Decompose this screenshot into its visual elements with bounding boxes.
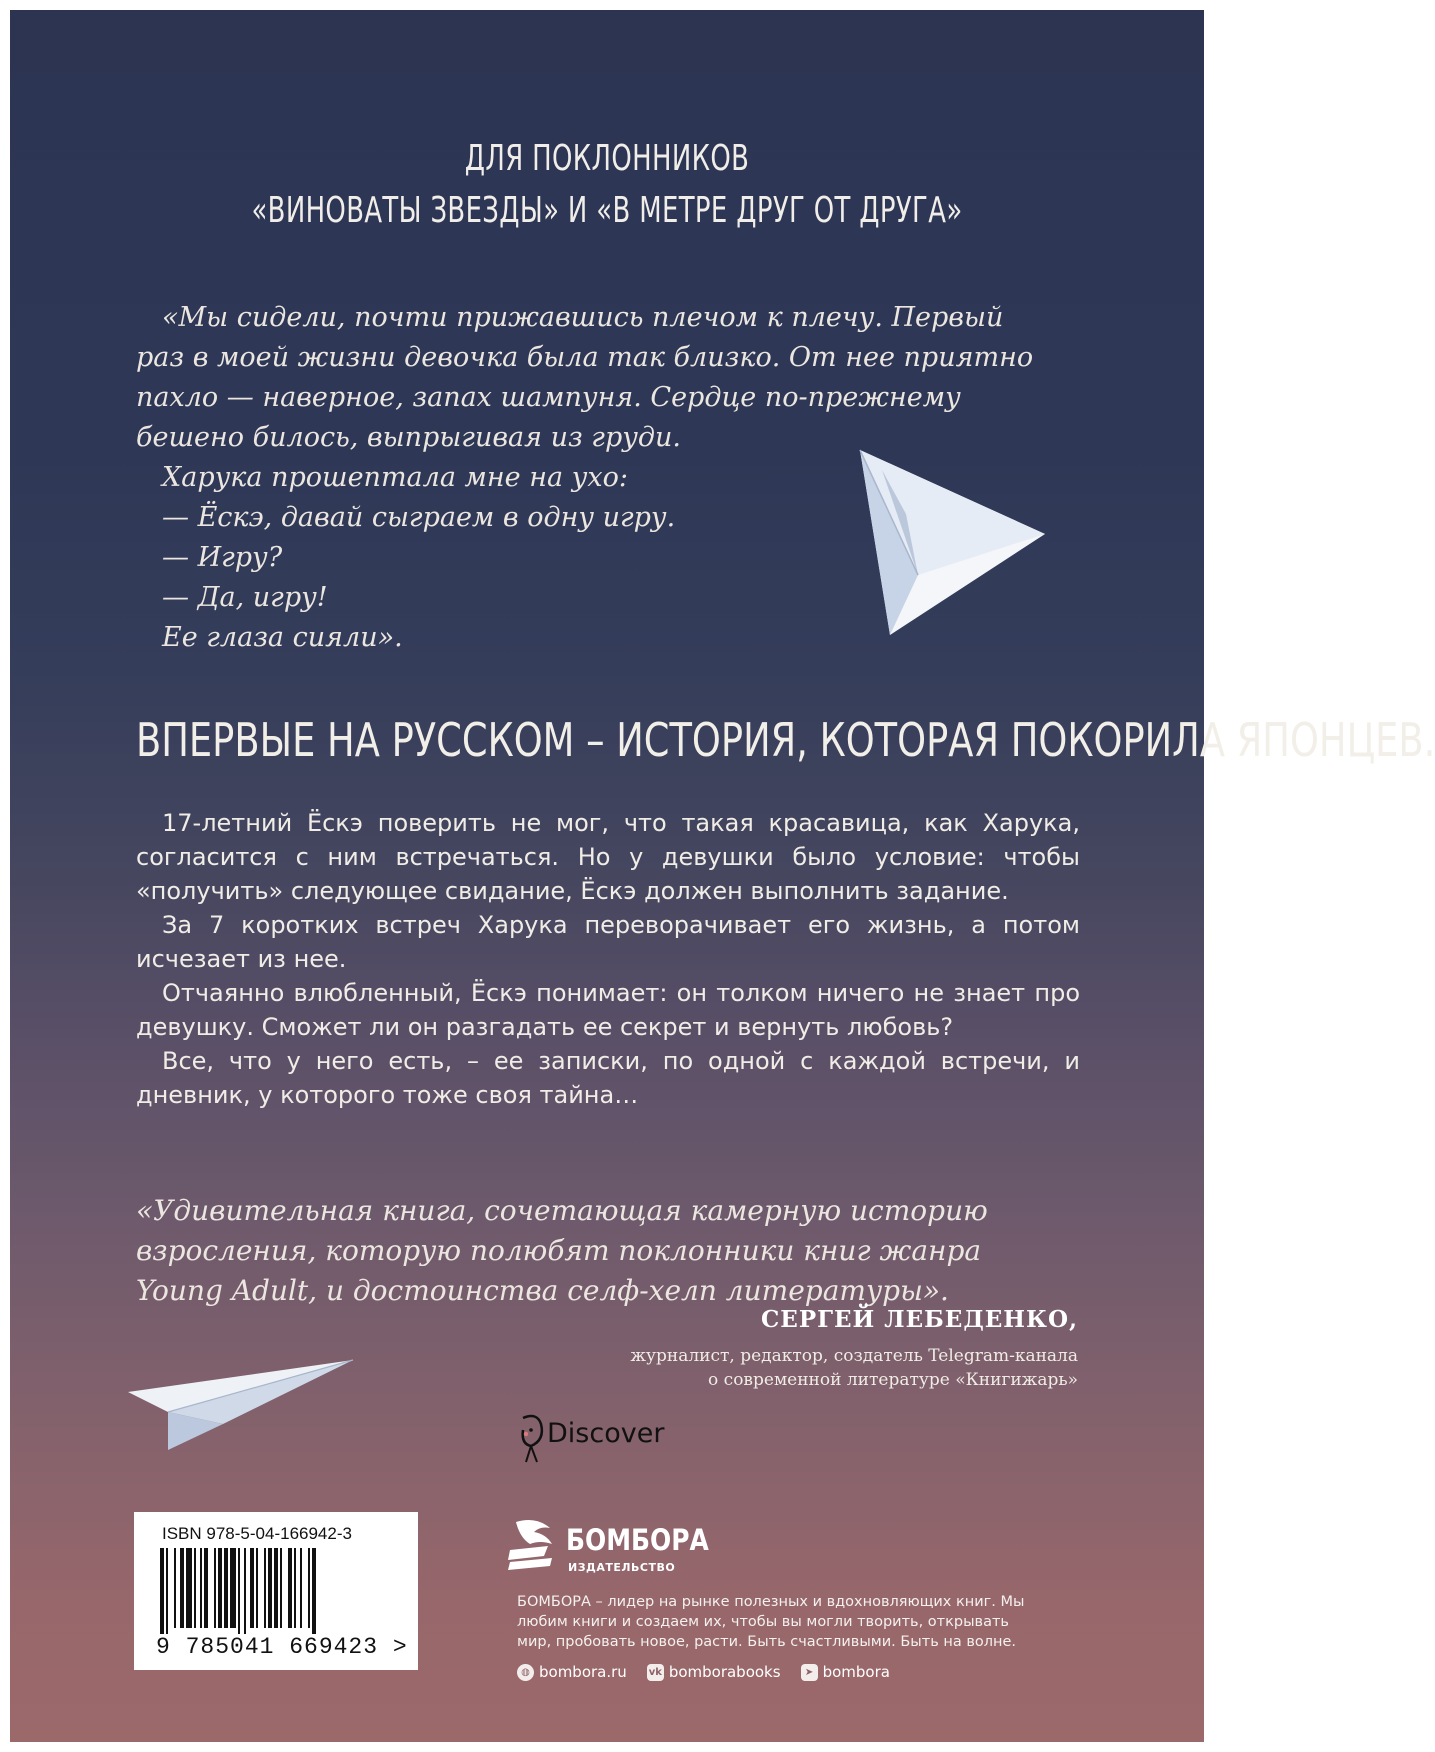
barcode-bars bbox=[160, 1548, 384, 1634]
barcode-bar bbox=[308, 1548, 310, 1628]
barcode-bar bbox=[238, 1548, 240, 1634]
publisher-subtitle: ИЗДАТЕЛЬСТВО bbox=[568, 1561, 676, 1574]
isbn-label: ISBN 978-5-04-166942-3 bbox=[162, 1524, 352, 1543]
barcode-bar bbox=[204, 1548, 208, 1628]
social-link-label: bomborabooks bbox=[668, 1663, 781, 1681]
barcode-bar bbox=[244, 1548, 246, 1634]
tagline-line-1: ДЛЯ ПОКЛОННИКОВ bbox=[464, 138, 750, 179]
review-author-description bbox=[518, 1344, 1078, 1392]
publisher-description: БОМБОРА – лидер на рынке полезных и вдохновляющих книг. Мы любим книги и создаем их, чтобы вы могли творить, открывать мир, пробовать новое, расти. Быть счастливыми. Быть на волне. bbox=[517, 1594, 1025, 1650]
social-link-site[interactable] bbox=[517, 1663, 627, 1681]
barcode-bar bbox=[194, 1548, 196, 1628]
excerpt-paragraph: «Мы сидели, почти прижавшись плечом к плечу. Первый раз в моей жизни девочка была так близко. От нее приятно пахло — наверное, запах шампуня. Сердце по-прежнему бешено билось, выпрыгивая из груди. bbox=[136, 302, 1034, 453]
barcode-bar bbox=[312, 1548, 316, 1634]
publisher-social-links bbox=[517, 1661, 910, 1683]
review-author: СЕРГЕЙ ЛЕБЕДЕНКО, bbox=[760, 1306, 1078, 1333]
excerpt-line: — Ёскэ, давай сыграем в одну игру. bbox=[162, 502, 676, 533]
barcode-bar bbox=[280, 1548, 282, 1628]
author-description-line: журналист, редактор, создатель Telegram-канала bbox=[630, 1346, 1078, 1366]
barcode-bar bbox=[180, 1548, 184, 1628]
paper-plane-illustration-small bbox=[128, 1360, 358, 1450]
back-cover bbox=[10, 10, 1435, 1742]
barcode-bar bbox=[160, 1548, 164, 1634]
barcode-digits: 9 785041 669423 > bbox=[156, 1634, 408, 1660]
social-link-vk[interactable] bbox=[647, 1663, 781, 1681]
globe-icon: ◍ bbox=[517, 1664, 534, 1681]
barcode-bar bbox=[288, 1548, 292, 1628]
tagline-line-2: «ВИНОВАТЫ ЗВЕЗДЫ» И «В МЕТРЕ ДРУГ ОТ ДРУГА» bbox=[251, 190, 963, 231]
book-description bbox=[136, 806, 1080, 1112]
description-paragraph: Отчаянно влюбленный, Ёскэ понимает: он толком ничего не знает про девушку. Сможет ли он разгадать ее секрет и вернуть любовь? bbox=[136, 979, 1080, 1041]
discover-series-logo bbox=[517, 1410, 667, 1466]
barcode-bar bbox=[256, 1548, 258, 1628]
barcode-bar bbox=[174, 1548, 176, 1628]
excerpt-line: Ее глаза сияли». bbox=[162, 622, 403, 653]
discover-logo-text: Discover bbox=[547, 1418, 665, 1449]
barcode-bar bbox=[230, 1548, 236, 1628]
barcode-bar bbox=[294, 1548, 296, 1628]
barcode-bar bbox=[224, 1548, 228, 1628]
bombora-logo-icon bbox=[506, 1516, 564, 1574]
barcode-bar bbox=[250, 1548, 254, 1628]
publisher-name: БОМБОРА bbox=[566, 1523, 709, 1557]
description-paragraph: За 7 коротких встреч Харука переворачивает его жизнь, а потом исчезает из нее. bbox=[136, 911, 1080, 973]
barcode-bar bbox=[268, 1548, 272, 1628]
barcode-bar bbox=[166, 1548, 168, 1634]
excerpt-line: — Игру? bbox=[162, 542, 283, 573]
author-description-line: о современной литературе «Книгижарь» bbox=[708, 1370, 1078, 1390]
barcode-bar bbox=[200, 1548, 202, 1628]
barcode-bar bbox=[218, 1548, 222, 1628]
excerpt-line: — Да, игру! bbox=[162, 582, 328, 613]
barcode-bar bbox=[214, 1548, 216, 1628]
discover-mascot-icon bbox=[517, 1410, 551, 1466]
description-paragraph: 17-летний Ёскэ поверить не мог, что такая красавица, как Харука, согласится с ним встречаться. Но у девушки было условие: чтобы «получить» следующее свидание, Ёскэ должен выполнить задание. bbox=[136, 809, 1080, 905]
paper-plane-illustration bbox=[860, 450, 1050, 650]
barcode-bar bbox=[274, 1548, 278, 1628]
isbn-barcode bbox=[134, 1512, 418, 1670]
barcode-bar bbox=[186, 1548, 192, 1628]
barcode-bar bbox=[300, 1548, 302, 1628]
description-paragraph: Все, что у него есть, – ее записки, по одной с каждой встречи, и дневник, у которого тоже своя тайна… bbox=[136, 1047, 1080, 1109]
social-link-label: bombora.ru bbox=[539, 1663, 627, 1681]
telegram-icon: ➤ bbox=[801, 1664, 818, 1681]
excerpt-line: Харука прошептала мне на ухо: bbox=[162, 462, 628, 493]
review-quote: «Удивительная книга, сочетающая камерную историю взросления, которую полюбят поклонники книг жанра Young Adult, и достоинства селф-хелп литературы». bbox=[136, 1194, 988, 1307]
headline: ВПЕРВЫЕ НА РУССКОМ – ИСТОРИЯ, КОТОРАЯ ПОКОРИЛА ЯПОНЦЕВ. bbox=[136, 713, 1435, 767]
vk-icon: vk bbox=[647, 1664, 664, 1681]
social-link-telegram[interactable] bbox=[801, 1663, 890, 1681]
barcode-bar bbox=[264, 1548, 266, 1628]
social-link-label: bombora bbox=[822, 1663, 890, 1681]
